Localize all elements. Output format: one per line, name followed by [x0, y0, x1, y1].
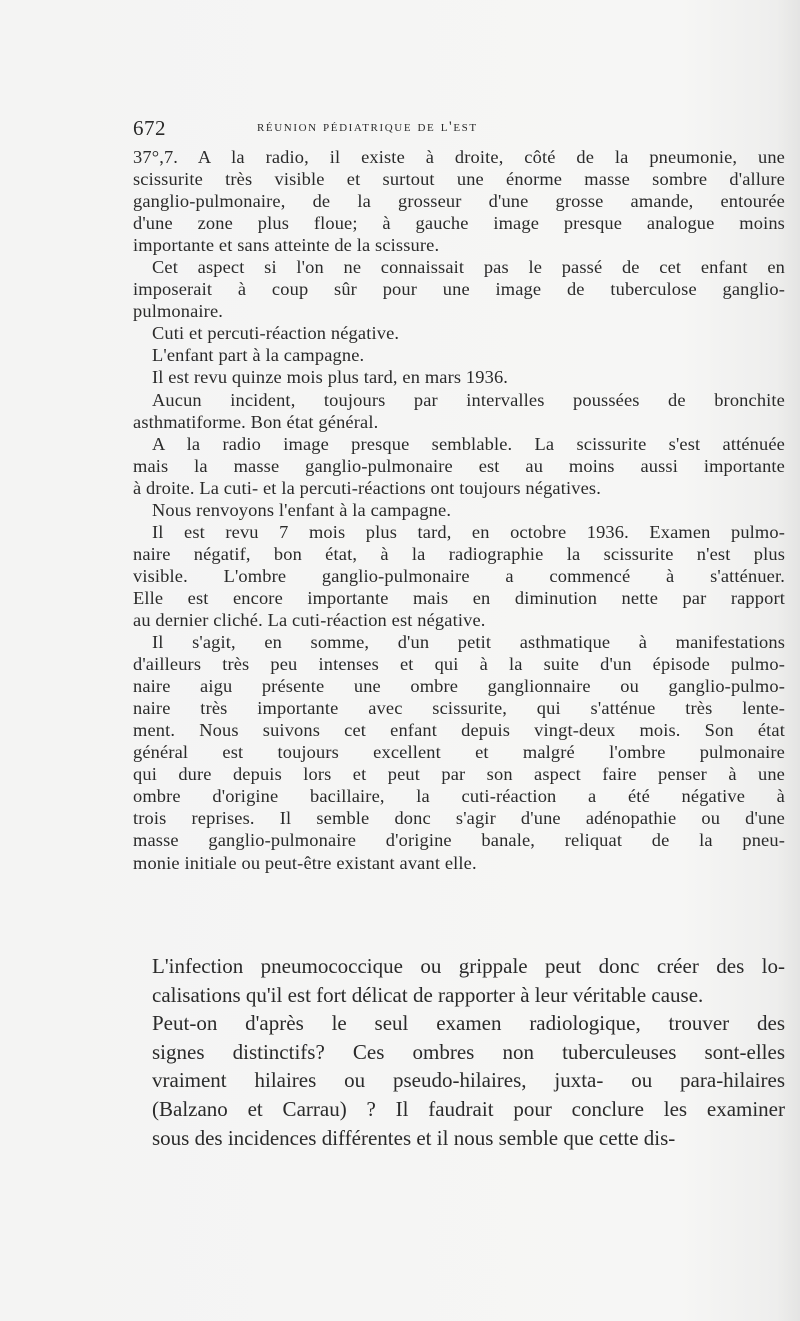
text-line: général est toujours excellent et malgré l'ombre pulmonaire [133, 742, 785, 763]
paragraph [133, 631, 785, 874]
text-line: trois reprises. Il semble donc s'agir d'une adénopathie ou d'une [133, 808, 785, 829]
text-line: L'enfant part à la campagne. [152, 345, 365, 366]
paragraph [133, 1009, 785, 1152]
text-line: pulmonaire. [133, 301, 224, 322]
text-line: Il est revu 7 mois plus tard, en octobre 1936. Examen pulmo- [152, 521, 785, 542]
text-line: d'ailleurs très peu intenses et qui à la suite d'un épisode pulmo- [133, 654, 785, 675]
text-line: scissurite très visible et surtout une énorme masse sombre d'allure [133, 169, 785, 190]
book-page [133, 116, 785, 1150]
text-line: Peut-on d'après le seul examen radiologique, trouver des [152, 1011, 785, 1036]
text-line: calisations qu'il est fort délicat de rapporter à leur véritable cause. [152, 982, 704, 1007]
text-line: ganglio-pulmonaire, de la grosseur d'une grosse amande, entourée [133, 191, 785, 212]
text-line: visible. L'ombre ganglio-pulmonaire a commencé à s'atténuer. [133, 565, 785, 586]
text-line: Il est revu quinze mois plus tard, en mars 1936. [152, 367, 509, 388]
case-report-text [133, 146, 785, 874]
paragraph [133, 146, 785, 256]
text-line: naire négatif, bon état, à la radiographie la scissurite n'est plus [133, 543, 785, 564]
text-line: au dernier cliché. La cuti-réaction est négative. [133, 609, 486, 630]
text-line: L'infection pneumococcique ou grippale peut donc créer des lo- [152, 954, 785, 978]
text-line: mais la masse ganglio-pulmonaire est au moins aussi importante [133, 455, 785, 476]
text-line: à droite. La cuti- et la percuti-réactions ont toujours négatives. [133, 477, 601, 498]
text-line: Cet aspect si l'on ne connaissait pas le passé de cet enfant en [152, 257, 785, 278]
text-line: Il s'agit, en somme, d'un petit asthmatique à manifestations [152, 632, 785, 653]
paragraph [133, 389, 785, 433]
paragraph [133, 256, 785, 322]
text-line: naire très importante avec scissurite, qui s'atténue très lente- [133, 698, 785, 719]
text-line: masse ganglio-pulmonaire d'origine banale, reliquat de la pneu- [133, 830, 785, 851]
text-line: ombre d'origine bacillaire, la cuti-réaction a été négative à [133, 786, 785, 807]
text-line: signes distinctifs? Ces ombres non tuberculeuses sont-elles [152, 1039, 785, 1064]
page-number: 672 [133, 116, 166, 140]
text-line: 37°,7. A la radio, il existe à droite, côté de la pneumonie, une [133, 147, 785, 167]
text-line: importante et sans atteinte de la scissure. [133, 235, 440, 256]
paragraph [133, 322, 785, 344]
text-line: Nous renvoyons l'enfant à la campagne. [152, 499, 452, 520]
running-title: réunion pédiatrique de l'est [257, 119, 478, 135]
paragraph [133, 366, 785, 388]
paragraph [133, 433, 785, 499]
text-line: ment. Nous suivons cet enfant depuis vingt-deux mois. Son état [133, 720, 785, 741]
paragraph [133, 499, 785, 521]
text-line: Aucun incident, toujours par intervalles poussées de bronchite [152, 389, 785, 410]
paragraph [133, 344, 785, 366]
text-line: A la radio image presque semblable. La scissurite s'est atténuée [152, 433, 785, 454]
text-line: d'une zone plus floue; à gauche image presque analogue moins [133, 213, 785, 234]
text-line: Cuti et percuti-réaction négative. [152, 323, 400, 344]
text-line: vraiment hilaires ou pseudo-hilaires, juxta- ou para-hilaires [152, 1068, 785, 1093]
text-line: qui dure depuis lors et peut par son aspect faire penser à une [133, 764, 785, 785]
text-line: naire aigu présente une ombre ganglionnaire ou ganglio-pulmo- [133, 676, 785, 697]
text-line: (Balzano et Carrau) ? Il faudrait pour conclure les examiner [152, 1096, 785, 1121]
paragraph [133, 952, 785, 1009]
text-line: sous des incidences différentes et il nous semble que cette dis- [152, 1125, 676, 1150]
text-line: asthmatiforme. Bon état général. [133, 411, 379, 432]
paragraph [133, 521, 785, 631]
text-line: Elle est encore importante mais en diminution nette par rapport [133, 587, 785, 608]
text-line: imposerait à coup sûr pour une image de tuberculose ganglio- [133, 279, 785, 300]
text-line: monie initiale ou peut-être existant avant elle. [133, 852, 477, 873]
running-header [133, 116, 785, 144]
discussion-text [133, 952, 785, 1152]
